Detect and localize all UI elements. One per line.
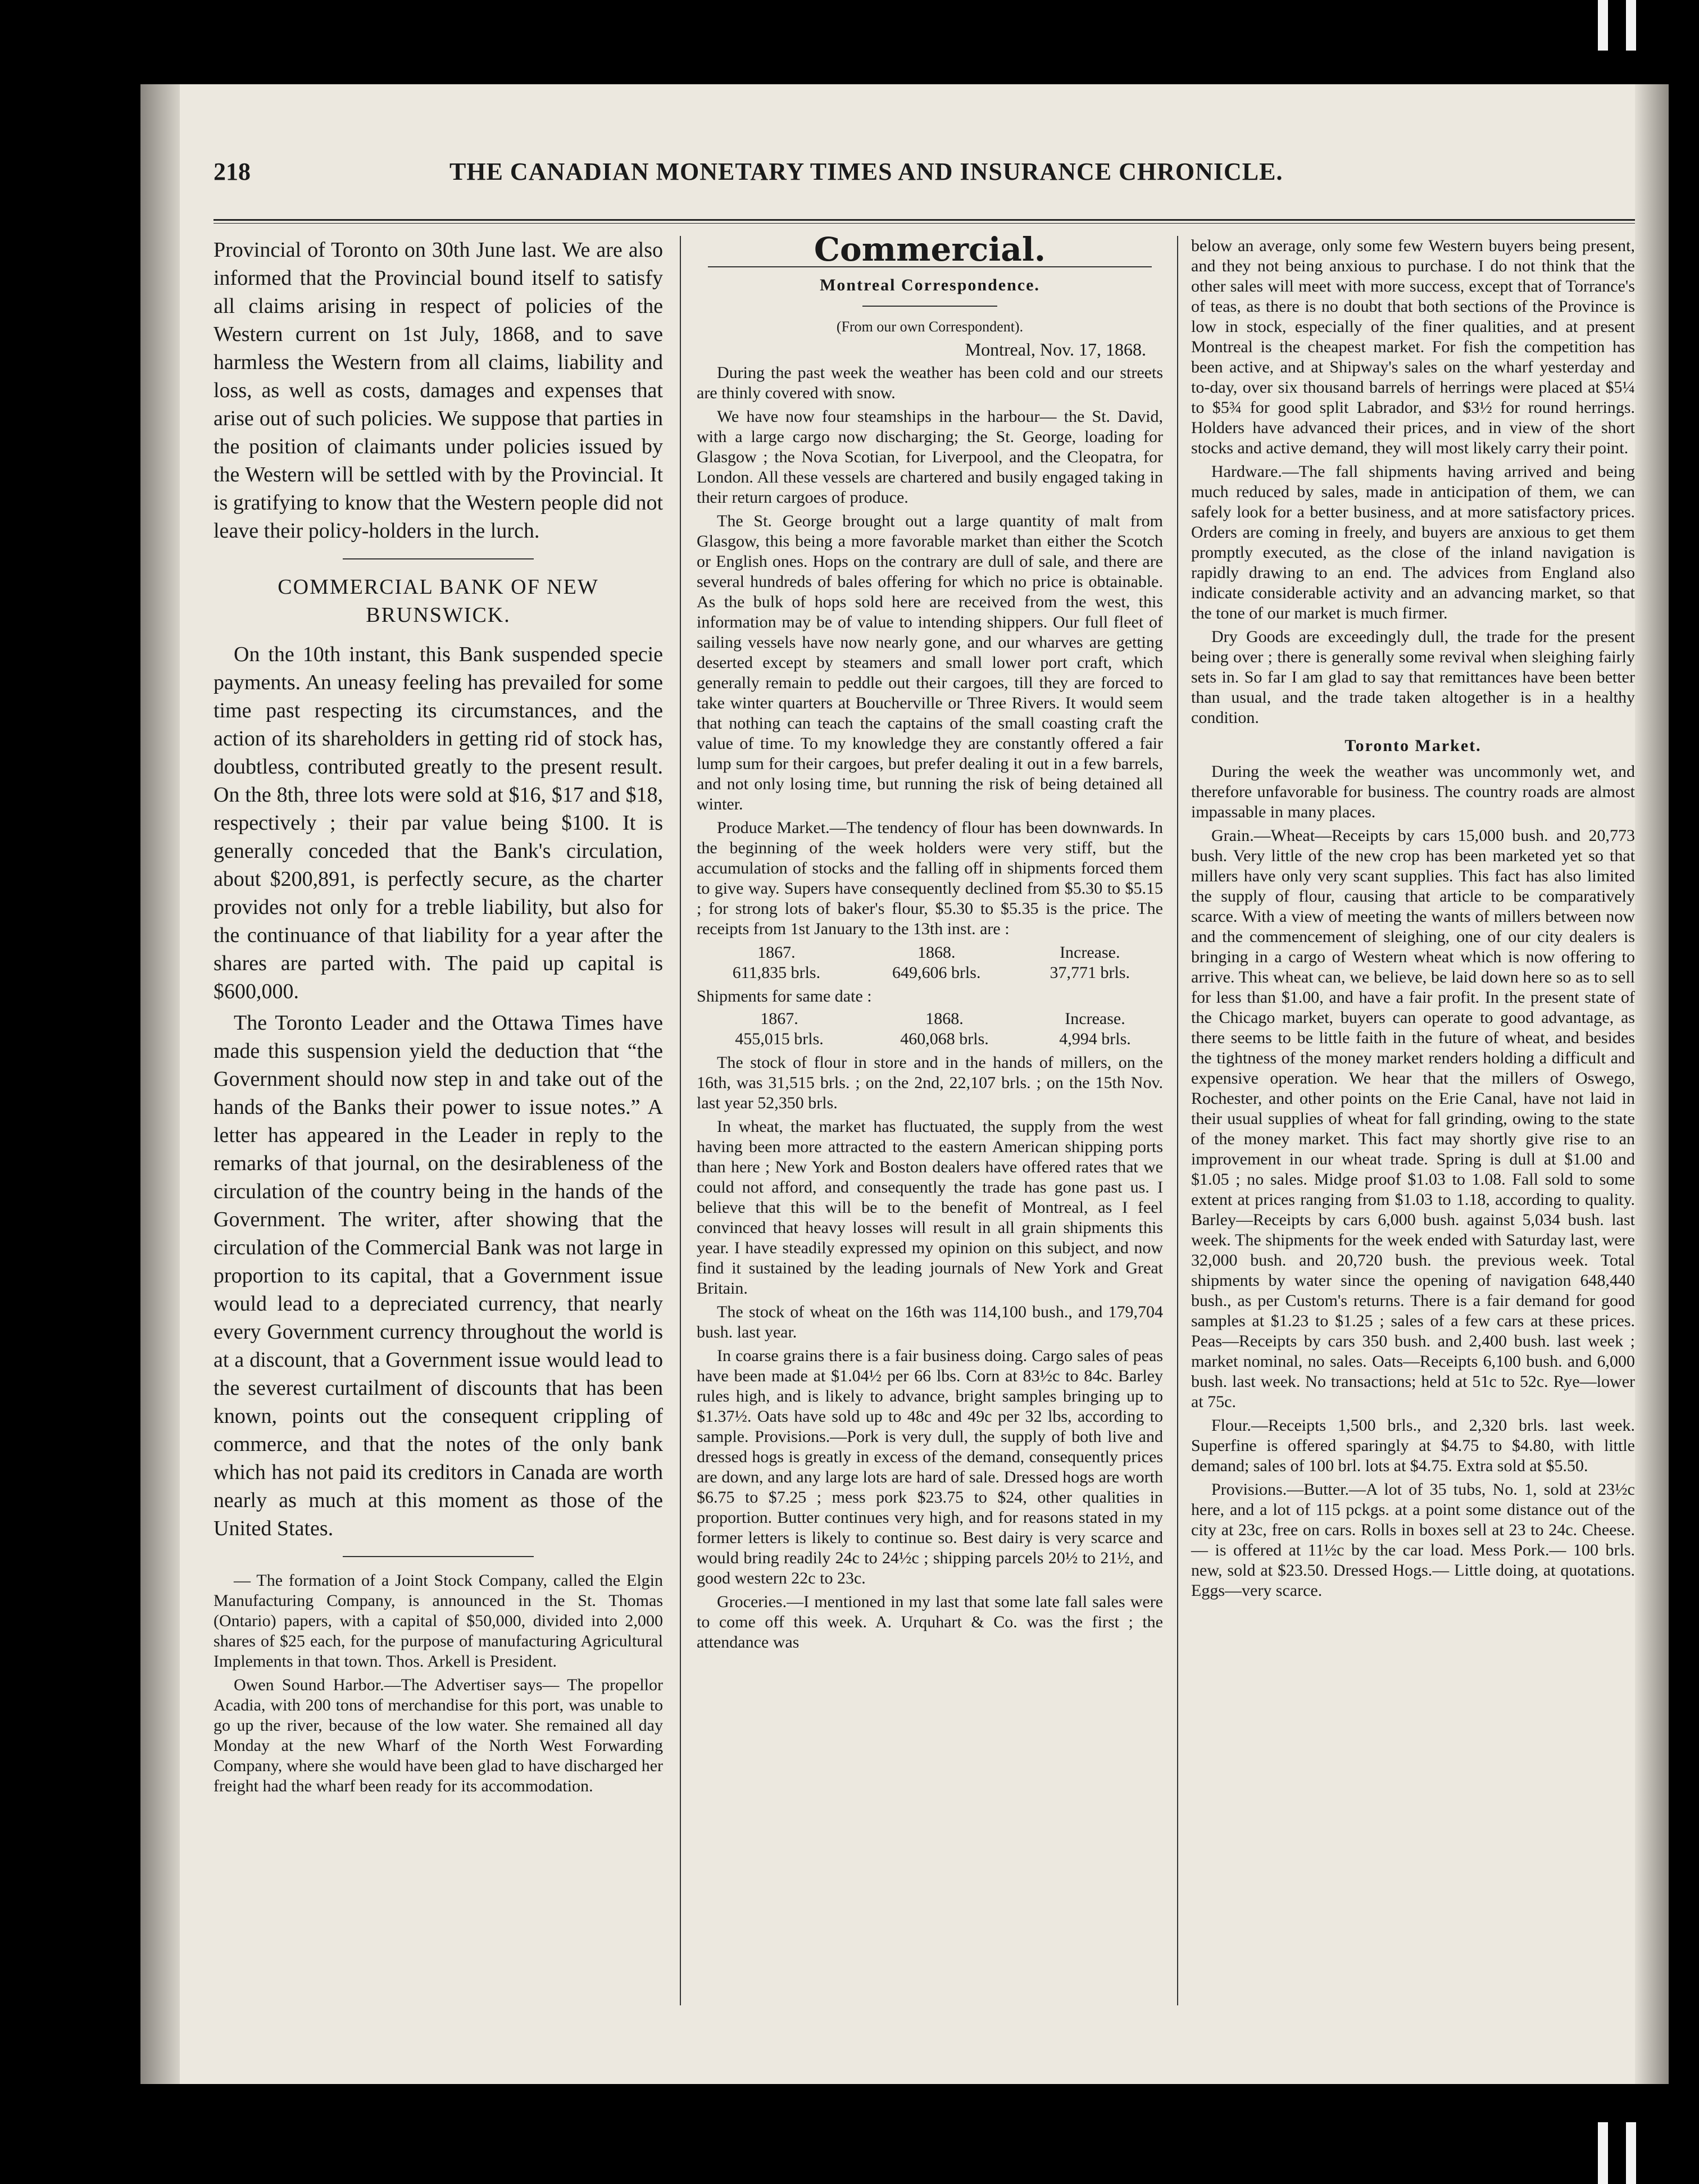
paragraph: Provisions.—Butter.—A lot of 35 tubs, No. 1, sold at 23½c here, and a lot of 115 pckgs. at a point some distance out of the city at 23c, free on cars. Rolls in boxes sell at 23 to 24c. Cheese.— is offered at 11½c by the car load. Mess Pork.— 100 brls. new, sold at $23.50. Dressed Hogs.— Little doing, at quotations. Eggs—very scarce. bbox=[1191, 1480, 1635, 1600]
paragraph: The stock of flour in store and in the hands of millers, on the 16th, was 31,515 brls. ; on the 2nd, 22,107 brls. ; on the 15th Nov. last year 52,350 brls. bbox=[697, 1053, 1163, 1112]
paragraph: Produce Market.—The tendency of flour has been downwards. In the beginning of the week holders were very stiff, but the accumulation of stocks and the falling off in shipments forced them to give way. Supers have consequently declined from $5.30 to $5.15 ; for strong lots of baker's flour, $5.30 to $5.35 is the price. The receipts from 1st January to the 13th inst. are : bbox=[697, 818, 1163, 938]
paragraph: In coarse grains there is a fair business doing. Cargo sales of peas have been made at $1.04½ per 66 lbs. Corn at 83½c to 84c. Barley rules high, and is likely to advance, bright samples bringing up to $1.37½. Oats have sold up to 48c and 49c per 32 lbs, according to sample. Provisions.—Pork is very dull, the supply of both live and dressed hogs is greatly in excess of the demand, consequently prices are down, and any large lots are hard of sale. Dressed hogs are worth $6.75 to $7.25 ; mess pork $23.75 to $24, other qualities in proportion. Butter continues very high, and for reasons stated in my former letters is likely to continue so. Best dairy is very scarce and would bring readily 24c to 24½c ; shipping parcels 20½ to 21½, and good western 22c to 23c. bbox=[697, 1346, 1163, 1587]
divider bbox=[862, 306, 997, 307]
paragraph: Grain.—Wheat—Receipts by cars 15,000 bush. and 20,773 bush. Very little of the new crop has been marketed yet so that millers have only very scant supplies. This fact has also limited the supply of flour, causing that article to be comparatively scarce. With a view of meeting the wants of millers between now and the commencement of sleighing, one of our city dealers is bringing in a cargo of Western wheat which is now offering to arrive. This wheat can, we believe, be laid down here so as to sell for less than $1.00, and have a fair profit. In the present state of the Chicago market, buyers can operate to good advantage, as there seems to be little faith in the future of wheat, and besides the tightness of the money market renders holding a difficult and expensive operation. We hear that the millers of Oswego, Rochester, and other points on the Erie Canal, have not laid in their usual supplies of wheat for fall grinding, owing to the state of the money market. This fact may shortly give rise to an improvement in our wheat trade. Spring is dull at $1.00 and $1.05 ; no sales. Midge proof $1.03 to 1.08. Fall sold to some extent at prices ranging from $1.03 to 1.18, according to quality. Barley—Receipts by cars 6,000 bush. against 5,034 bush. last week. The shipments for the week ended with Saturday last, were 32,000 bush. and 20,720 bush. the previous week. Total shipments by water since the opening of navigation 648,440 bush., as per Custom's returns. There is a fair demand for good samples at $1.23 to $1.25 ; sales of a few cars at these prices. Peas—Receipts by cars 350 bush. and 2,400 bush. last week ; market nominal, no sales. Oats—Receipts 6,100 bush. and 6,000 bush. last week. No transactions; held at 51c to 52c. Rye—lower at 75c. bbox=[1191, 826, 1635, 1411]
table-cell: 1867. bbox=[760, 1009, 798, 1028]
paragraph: Owen Sound Harbor.—The Advertiser says— The propellor Acadia, with 200 tons of merchandise for this port, was unable to go up the river, because of the low water. She remained all day Monday at the new Wharf of the North West Forwarding Company, where she would have been glad to have discharged her freight had the wharf been ready for its accommodation. bbox=[213, 1676, 663, 1795]
dateline: Montreal, Nov. 17, 1868. bbox=[965, 339, 1146, 360]
column-3 bbox=[1191, 236, 1635, 1604]
newspaper-page bbox=[140, 84, 1669, 2084]
shipments-table bbox=[697, 1009, 1163, 1049]
paragraph: The Toronto Leader and the Ottawa Times have made this suspension yield the deduction that “the Government should now step in and take out of the hands of the Banks their power to issue notes.” A letter has appeared in the Leader in reply to the remarks of that journal, on the desirableness of the circulation of the country being in the hands of the Government. The writer, after showing that the circulation of the Commercial Bank was not large in proportion to its capital, that a Government issue would lead to a depreciated currency, that nearly every Government currency throughout the world is at a discount, that a Government issue would lead to the severest curtailment of discounts that has been known, points out the consequent crippling of commerce, and that the notes of the only bank which has not paid its creditors in Canada are worth nearly as much at this moment as those of the United States. bbox=[213, 1011, 663, 1540]
paragraph: Dry Goods are exceedingly dull, the trade for the present being over ; there is generally some revival when sleighing fairly sets in. So far I am glad to say that remittances have been better than usual, and the trade taken altogether is in a healthy condition. bbox=[1191, 627, 1635, 727]
column-rule-1 bbox=[680, 236, 681, 2005]
table-cell: 1868. bbox=[925, 1009, 964, 1028]
paragraph: On the 10th instant, this Bank suspended specie payments. An uneasy feeling has prevailed for some time past respecting its circumstances, and the action of its shareholders in getting rid of stock has, doubtless, contributed greatly to the present result. On the 8th, three lots were sold at $16, $17 and $18, respectively ; their par value being $100. It is generally conceded that the Bank's circulation, about $200,891, is perfectly secure, as the charter provides not only for a treble liability, but also for the continuance of that liability for a year after the shares are parted with. The paid up capital is $600,000. bbox=[213, 643, 663, 1003]
paragraph: Groceries.—I mentioned in my last that some late fall sales were to come off this week. A. Urquhart & Co. was the first ; the attendance was bbox=[697, 1593, 1163, 1651]
paragraph: — The formation of a Joint Stock Company, called the Elgin Manufacturing Company, is announced in the St. Thomas (Ontario) papers, with a capital of $50,000, divided into 2,000 shares of $25 each, for the purpose of manufacturing Agricultural Implements in that town. Thos. Arkell is President. bbox=[213, 1571, 663, 1671]
table-cell: 1868. bbox=[917, 943, 956, 962]
page-header bbox=[213, 157, 1635, 197]
paragraph: The stock of wheat on the 16th was 114,100 bush., and 179,704 bush. last year. bbox=[697, 1303, 1163, 1341]
table-cell: 4,994 brls. bbox=[1059, 1030, 1131, 1048]
byline: (From our own Correspondent). bbox=[836, 319, 1024, 335]
table-cell: 455,015 brls. bbox=[735, 1030, 824, 1048]
paragraph: During the past week the weather has been cold and our streets are thinly covered with snow. bbox=[697, 363, 1163, 402]
paragraph: We have now four steamships in the harbour— the St. David, with a large cargo now discharging; the St. George, loading for Glasgow ; the Nova Scotian, for Liverpool, and the Cleopatra, for London. All these vessels are chartered and busily engaged taking in their return cargoes of produce. bbox=[697, 407, 1163, 507]
scan-marks-bottom bbox=[1592, 2122, 1648, 2184]
paragraph: The St. George brought out a large quantity of malt from Glasgow, this being a more favorable market than either the Scotch or English ones. Hops on the contrary are dull of sale, and there are several hundreds of bales offering for which no price is obtainable. As the bulk of hops sold here are received from the west, this information may be of value to intending shippers. Our full fleet of sailing vessels have now nearly gone, and our wharves are getting deserted except by steamers and small lower port craft, which generally remain to peddle out their cargoes, till they are forced to take winter quarters at Boucherville or Three Rivers. It would seem that nothing can teach the captains of the small coasting craft the value of time. To my knowledge they are constantly offered a fair lump sum for their cargoes, but prefer dealing it out in a few barrels, and not only losing time, but running the risk of being detained all winter. bbox=[697, 512, 1163, 813]
column-2 bbox=[697, 230, 1163, 1656]
receipts-table bbox=[697, 943, 1163, 983]
divider bbox=[343, 558, 534, 559]
table-cell: 460,068 brls. bbox=[900, 1030, 989, 1048]
column-1 bbox=[213, 236, 663, 1800]
column-rule-2 bbox=[1177, 236, 1178, 2005]
table-header-row bbox=[697, 1009, 1163, 1029]
table-row bbox=[697, 963, 1163, 983]
table-cell: Increase. bbox=[1060, 943, 1120, 962]
table-cell: Increase. bbox=[1065, 1009, 1125, 1028]
shipments-caption: Shipments for same date : bbox=[697, 987, 872, 1005]
scan-marks-top bbox=[1592, 0, 1648, 51]
table-cell: 37,771 brls. bbox=[1050, 963, 1130, 982]
header-rule bbox=[213, 219, 1635, 224]
paragraph: Provincial of Toronto on 30th June last. We are also informed that the Provincial bound itself to satisfy all claims arising in respect of policies of the Western current on 1st July, 1868, and to save harmless the Western from all claims, liability and loss, as well as costs, damages and expenses that arise out of such policies. We suppose that parties in the position of claimants under policies issued by the Western will be settled with by the Provincial. It is gratifying to know that the Western people did not leave their policy-holders in the lurch. bbox=[213, 238, 663, 543]
paragraph: Hardware.—The fall shipments having arrived and being much reduced by sales, made in anticipation of them, we can safely look for a better business, and at more satisfactory prices. Orders are coming in freely, and buyers are anxious to get them promptly executed, as the close of the inland navigation is rapidly drawing to an end. The advices from England also indicate considerable activity and an advancing market, so that the tone of our market is much firmer. bbox=[1191, 462, 1635, 622]
paragraph: below an average, only some few Western buyers being present, and they not being anxious to purchase. I do not think that the other sales will meet with more success, except that of Torrance's of teas, as there is no doubt that both sections of the Province is low in stock, especially of the finer qualities, and at present Montreal is the cheapest market. For fish the competition has been active, and at Shipway's sales on the wharf yesterday and to-day, over six thousand barrels of herrings were placed at $5¼ to $5¾ for good split Labrador, and $3½ for round herrings. Holders have advanced their prices, and in view of the short stocks and active demand, they will most likely carry their point. bbox=[1191, 236, 1635, 457]
page-spine bbox=[140, 84, 180, 2084]
section-heading: Commercial. bbox=[814, 230, 1046, 269]
divider bbox=[343, 1556, 534, 1557]
paragraph: In wheat, the market has fluctuated, the supply from the west having been more attracted to the eastern American shipping ports than here ; New York and Boston dealers have offered rates that we could not afford, and consequently the trade has gone past us. I believe that this will be to the benefit of Montreal, as I feel convinced that heavy losses will result in all grain shipments this year. I have steadily expressed my opinion on this subject, and now find it sustained by the leading journals of New York and Great Britain. bbox=[697, 1117, 1163, 1298]
running-title: THE CANADIAN MONETARY TIMES AND INSURANCE CHRONICLE. bbox=[449, 158, 1283, 185]
paragraph: Flour.—Receipts 1,500 brls., and 2,320 brls. last week. Superfine is offered sparingly at $4.75 to $4.80, with little demand; sales of 100 brl. lots at $4.75. Extra sold at $5.50. bbox=[1191, 1416, 1635, 1475]
article-heading: COMMERCIAL BANK OF NEW BRUNSWICK. bbox=[278, 575, 599, 627]
table-cell: 649,606 brls. bbox=[892, 963, 981, 982]
table-row bbox=[697, 1029, 1163, 1049]
page-edge bbox=[1635, 84, 1669, 2084]
table-cell: 1867. bbox=[757, 943, 796, 962]
article-subheading: Montreal Correspondence. bbox=[820, 276, 1040, 294]
page-number: 218 bbox=[213, 158, 251, 185]
table-header-row bbox=[697, 943, 1163, 963]
paragraph: During the week the weather was uncommonly wet, and therefore unfavorable for business. The country roads are almost impassable in many places. bbox=[1191, 762, 1635, 821]
table-cell: 611,835 brls. bbox=[732, 963, 821, 982]
article-subheading: Toronto Market. bbox=[1344, 736, 1482, 755]
